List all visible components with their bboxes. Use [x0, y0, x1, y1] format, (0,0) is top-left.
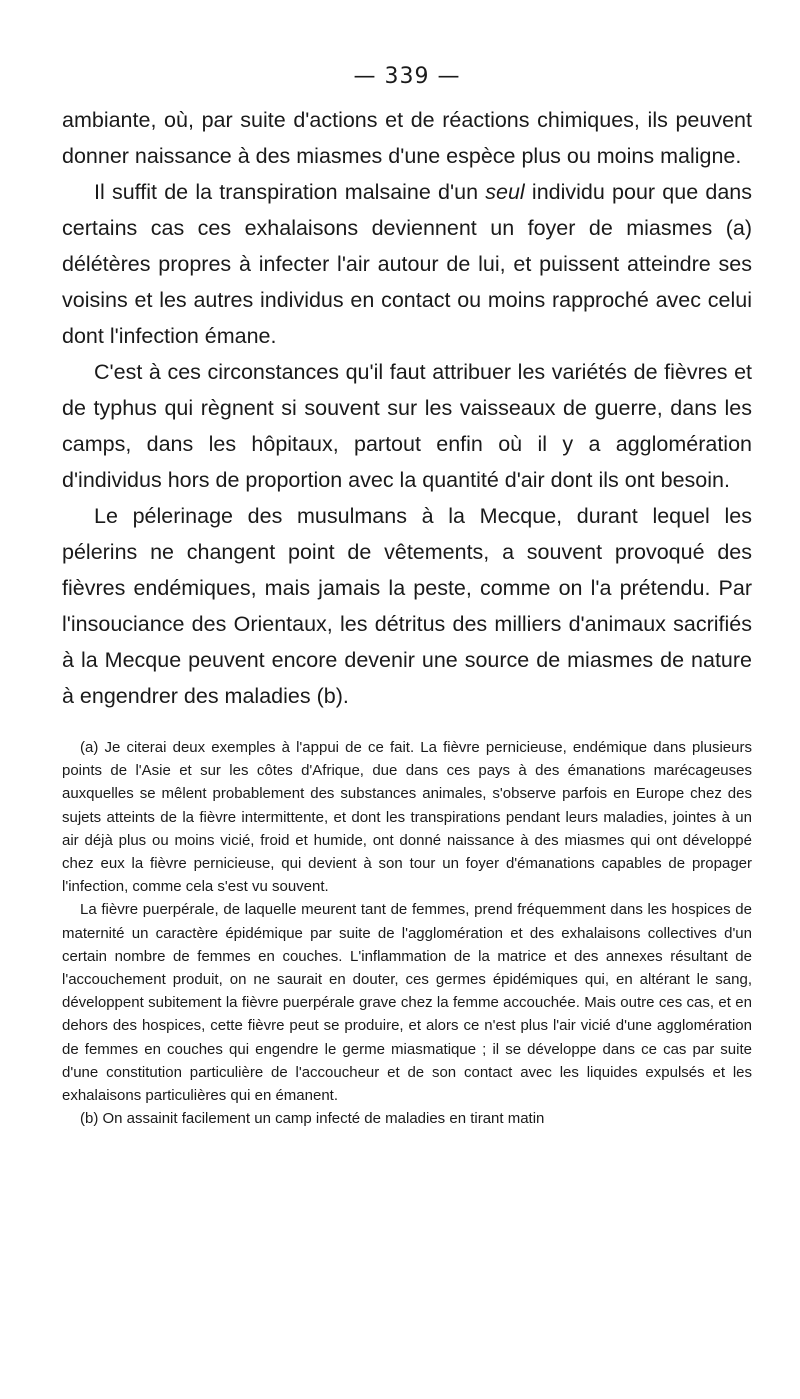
paragraph-1: ambiante, où, par suite d'actions et de réactions chimiques, ils peuvent donner naissance à des miasmes d'une espèce plus ou moins maligne.	[62, 108, 752, 168]
paragraph-2	[62, 174, 752, 354]
paragraph-2-end: individu pour que dans certains cas ces exhalaisons deviennent un foyer de miasmes (a) délétères propres à infecter l'air autour de lui, et puissent atteindre ses voisins et les autres individus en contact ou moins rapproché avec celui dont l'infection émane.	[62, 180, 752, 348]
footnote-a-part-1: (a) Je citerai deux exemples à l'appui de ce fait. La fièvre pernicieuse, endémique dans plusieurs points de l'Asie et sur les côtes d'Afrique, due dans ces pays à des émanations marécageuses auxquelles se mêlent probablement des substances animales, s'observe parfois en Europe chez des sujets atteints de la fièvre intermittente, et dont les transpirations pendant leurs maladies, jointes à un air déjà plus ou moins vicié, froid et humide, ont donné naissance à des miasmes qui ont développé chez eux la fièvre pernicieuse, qui devient à son tour un foyer d'émanations capables de propager l'infection, comme cela s'est vu souvent.	[62, 739, 752, 896]
paragraph-4: Le pélerinage des musulmans à la Mecque, durant lequel les pélerins ne changent point de vêtements, a souvent provoqué des fièvres endémiques, mais jamais la peste, comme on l'a prétendu. Par l'insouciance des Orientaux, les détritus des milliers d'animaux sacrifiés à la Mecque peuvent encore devenir une source de miasmes de nature à engendrer des maladies (b).	[62, 504, 752, 708]
book-page	[62, 62, 752, 1130]
paragraph-2-start: Il suffit de la transpiration malsaine d'un	[94, 180, 486, 204]
footnote-b: (b) On assainit facilement un camp infecté de maladies en tirant matin	[80, 1110, 545, 1128]
paragraph-3: C'est à ces circonstances qu'il faut attribuer les variétés de fièvres et de typhus qui règnent si souvent sur les vaisseaux de guerre, dans les camps, dans les hôpitaux, partout enfin où il y a agglomération d'individus hors de proportion avec la quantité d'air dont ils ont besoin.	[62, 360, 752, 492]
emphasis-seul: seul	[485, 180, 525, 204]
main-text	[62, 102, 752, 714]
page-number: — 339 —	[353, 64, 461, 89]
footnote-a-part-2: La fièvre puerpérale, de laquelle meurent tant de femmes, prend fréquemment dans les hospices de maternité un caractère épidémique par suite de l'agglomération et des exhalaisons collectives d'un certain nombre de femmes en couches. L'inflammation de la matrice et des annexes résultant de l'accouchement produit, on ne saurait en douter, ces germes épidémiques qui, en altérant le sang, développent subitement la fièvre puerpérale grave chez la femme accouchée. Mais outre ces cas, et en dehors des hospices, cette fièvre peut se produire, et alors ce n'est plus l'air vicié d'une agglomération de femmes en couches qui engendre le germe miasmatique ; il se développe dans ce cas par suite d'une constitution particulière de l'accoucheur et de son contact avec les liquides expulsés et les exhalaisons particulières qui en émanent.	[62, 901, 752, 1105]
footnotes	[62, 736, 752, 1130]
